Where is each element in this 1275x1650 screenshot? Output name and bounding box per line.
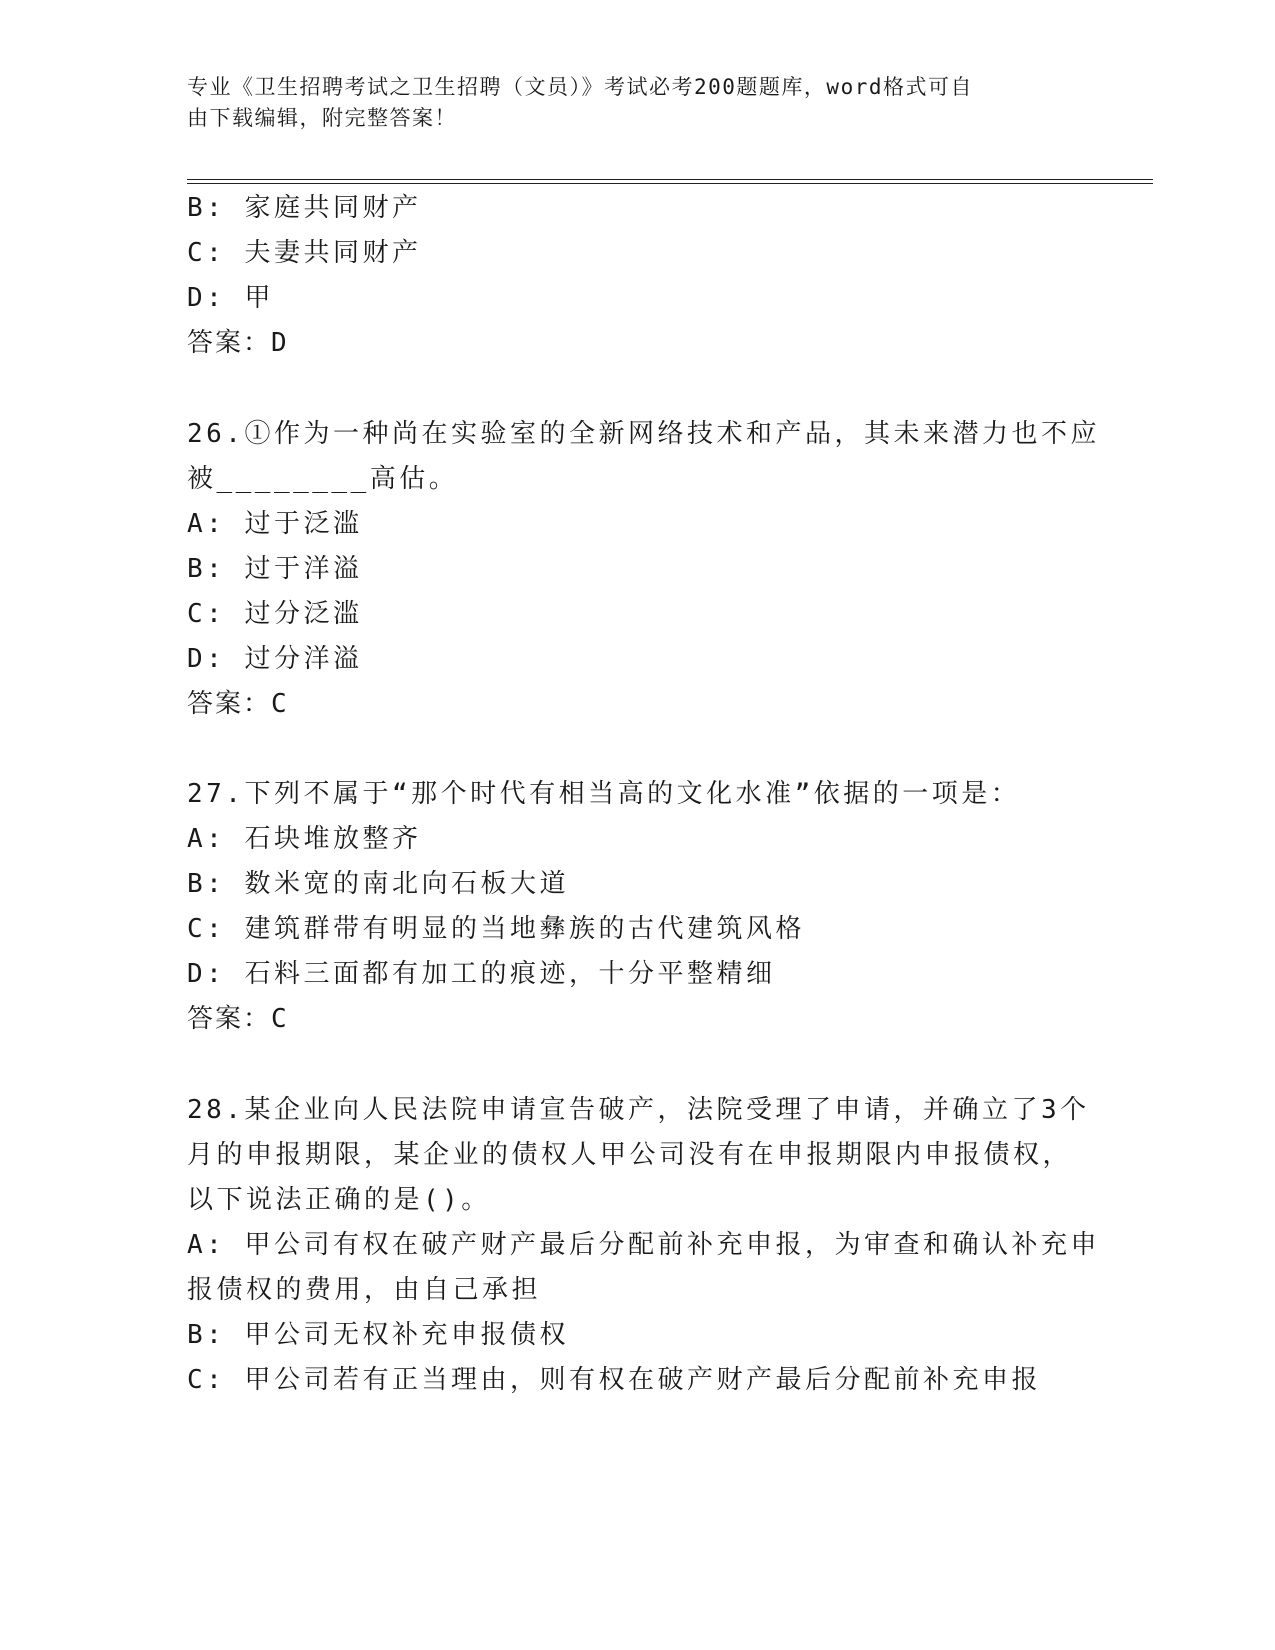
q25-option-c: C: 夫妻共同财产	[187, 238, 422, 268]
q26-stem-line-1: 26.①作为一种尚在实验室的全新网络技术和产品，其未来潜力也不应	[187, 419, 1100, 449]
q27-answer: 答案：C	[187, 1004, 289, 1034]
q27-option-d: D: 石料三面都有加工的痕迹，十分平整精细	[187, 959, 776, 989]
q25-option-d: D: 甲	[187, 283, 274, 313]
q25-answer: 答案：D	[187, 328, 289, 358]
q28-stem-line-1: 28.某企业向人民法院申请宣告破产，法院受理了申请，并确立了3个	[187, 1095, 1090, 1125]
q26-option-b: B: 过于洋溢	[187, 554, 363, 584]
q28-option-c: C: 甲公司若有正当理由，则有权在破产财产最后分配前补充申报	[187, 1365, 1041, 1395]
header-line-2: 由下载编辑，附完整答案！	[187, 106, 457, 130]
page-header	[187, 72, 1067, 134]
q28-stem-line-2: 月的申报期限，某企业的债权人甲公司没有在申报期限内申报债权，	[187, 1140, 1073, 1170]
header-line-1: 专业《卫生招聘考试之卫生招聘（文员）》考试必考200题题库，word格式可自	[187, 75, 973, 99]
q28-option-a-line-2: 报债权的费用，由自己承担	[187, 1275, 542, 1305]
q27-option-b: B: 数米宽的南北向石板大道	[187, 869, 569, 899]
q27-option-a: A: 石块堆放整齐	[187, 824, 422, 854]
q26-option-c: C: 过分泛滥	[187, 599, 363, 629]
header-divider-bottom	[187, 183, 1153, 184]
q27-option-c: C: 建筑群带有明显的当地彝族的古代建筑风格	[187, 914, 805, 944]
q28-option-a-line-1: A: 甲公司有权在破产财产最后分配前补充申报，为审查和确认补充申	[187, 1230, 1100, 1260]
q26-option-d: D: 过分洋溢	[187, 644, 363, 674]
q28-stem-line-3: 以下说法正确的是()。	[187, 1185, 491, 1215]
q25-option-b: B: 家庭共同财产	[187, 193, 422, 223]
q26-stem-line-2: 被________高估。	[187, 464, 459, 494]
q28-option-b: B: 甲公司无权补充申报债权	[187, 1320, 569, 1350]
q27-stem-line-1: 27.下列不属于“那个时代有相当高的文化水准”依据的一项是：	[187, 779, 1021, 809]
q26-option-a: A: 过于泛滥	[187, 509, 363, 539]
header-divider-top	[187, 179, 1153, 180]
q26-answer: 答案：C	[187, 689, 289, 719]
